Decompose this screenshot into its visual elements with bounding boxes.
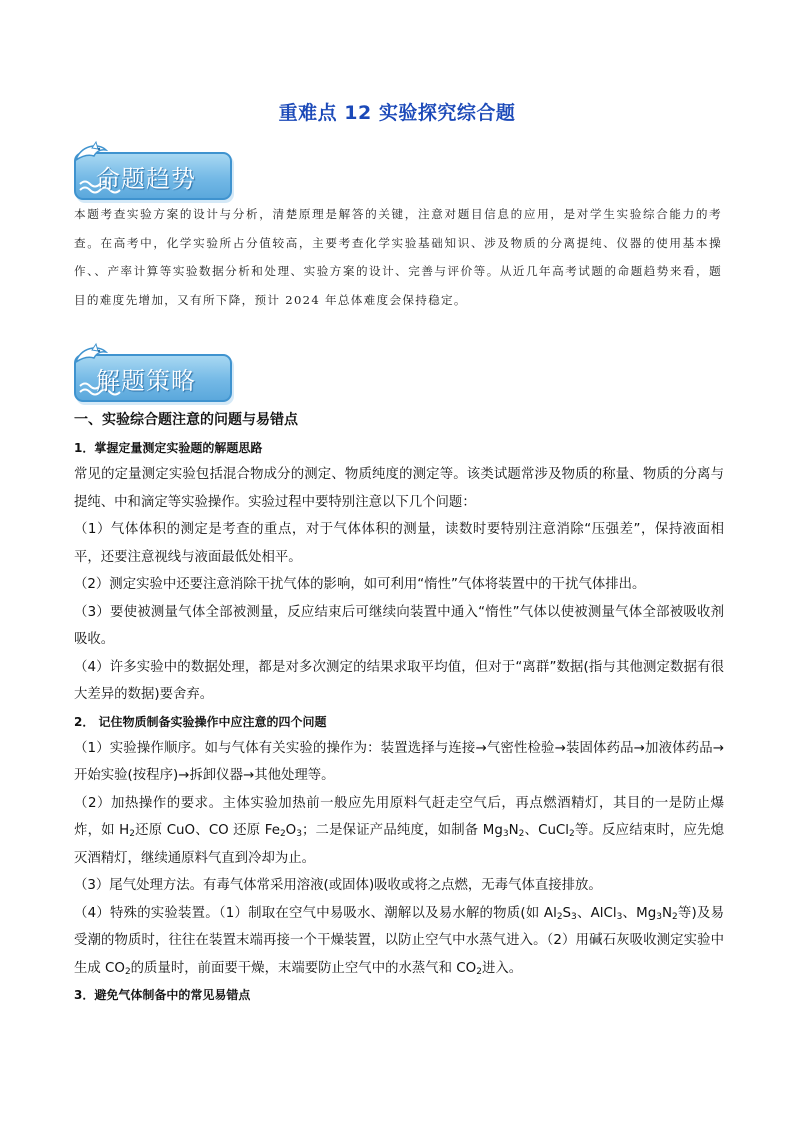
- trend-badge: [66, 140, 232, 202]
- subheading-gas-errors: 3．避免气体制备中的常见易错点: [74, 988, 251, 1002]
- strategy-content: [74, 408, 724, 1008]
- trend-paragraph: 本题考查实验方案的设计与分析，清楚原理是解答的关键，注意对题目信息的应用，是对学生实验综合能力的考查。在高考中，化学实验所占分值较高，主要考查化学实验基础知识、涉及物质的分离提纯、仪器的使用基本操作、、产率计算等实验数据分析和处理、实验方案的设计、完善与评价等。从近几年高考试题的命题趋势来看，题目的难度先增加，又有所下降，预计 2024 年总体难度会保持稳定。: [74, 207, 722, 307]
- preparation-item-3: （3）尾气处理方法。有毒气体常采用溶液(或固体)吸收或将之点燃，无毒气体直接排放。: [74, 878, 602, 893]
- page-title: 重难点 12 实验探究综合题: [278, 102, 516, 124]
- quantitative-item-1: （1）气体体积的测定是考查的重点，对于气体体积的测量，读数时要特别注意消除“压强差”，保持液面相平，还要注意视线与液面最低处相平。: [74, 522, 724, 565]
- trend-badge-label: 命题趋势: [96, 165, 196, 193]
- preparation-item-2: （2）加热操作的要求。主体实验加热前一般应先用原料气赶走空气后，再点燃酒精灯，其目的一是防止爆炸，如 $H_2$还原 CuO、CO 还原 $Fe_2O_3$；二是保证产品纯度，如制备 $Mg_3N_2$、CuCl$_2$等。反应结束时，应先熄灭酒精灯，继续通原料气直到冷却为止。: [74, 795, 724, 866]
- quantitative-item-3: （3）要使被测量气体全部被测量，反应结束后可继续向装置中通入“惰性”气体以使被测量气体全部被吸收剂吸收。: [74, 604, 724, 647]
- strategy-badge: [66, 342, 232, 404]
- preparation-item-1: （1）实验操作顺序。如与气体有关实验的操作为：装置选择与连接→气密性检验→装固体药品→加液体药品→开始实验(按程序)→拆卸仪器→其他处理等。: [74, 740, 724, 783]
- quantitative-item-2: （2）测定实验中还要注意消除干扰气体的影响，如可利用“惰性”气体将装置中的干扰气体排出。: [74, 577, 646, 592]
- preparation-item-4: （4）特殊的实验装置。（1）制取在空气中易吸水、潮解以及易水解的物质(如 $Al_2S_3$、AlCl$_3$、$Mg_3N_2$等)及易受潮的物质时，往往在装置末端再接一个干燥装置，以防止空气中水蒸气进入。（2）用碱石灰吸收测定实验中生成 $CO_2$的质量时，前面要干燥，末端要防止空气中的水蒸气和 $CO_2$进入。: [74, 905, 724, 977]
- subheading-preparation: 2． 记住物质制备实验操作中应注意的四个问题: [74, 714, 327, 729]
- strategy-badge-label: 解题策略: [96, 367, 196, 395]
- quantitative-item-4: （4）许多实验中的数据处理，都是对多次测定的结果求取平均值，但对于“离群”数据(指与其他测定数据有很大差异的数据)要舍弃。: [74, 659, 724, 702]
- subheading-quantitative: 1．掌握定量测定实验题的解题思路: [74, 441, 263, 455]
- quantitative-intro: 常见的定量测定实验包括混合物成分的测定、物质纯度的测定等。该类试题常涉及物质的称量、物质的分离与提纯、中和滴定等实验操作。实验过程中要特别注意以下几个问题：: [74, 467, 724, 510]
- section-heading: 一、实验综合题注意的问题与易错点: [74, 412, 298, 428]
